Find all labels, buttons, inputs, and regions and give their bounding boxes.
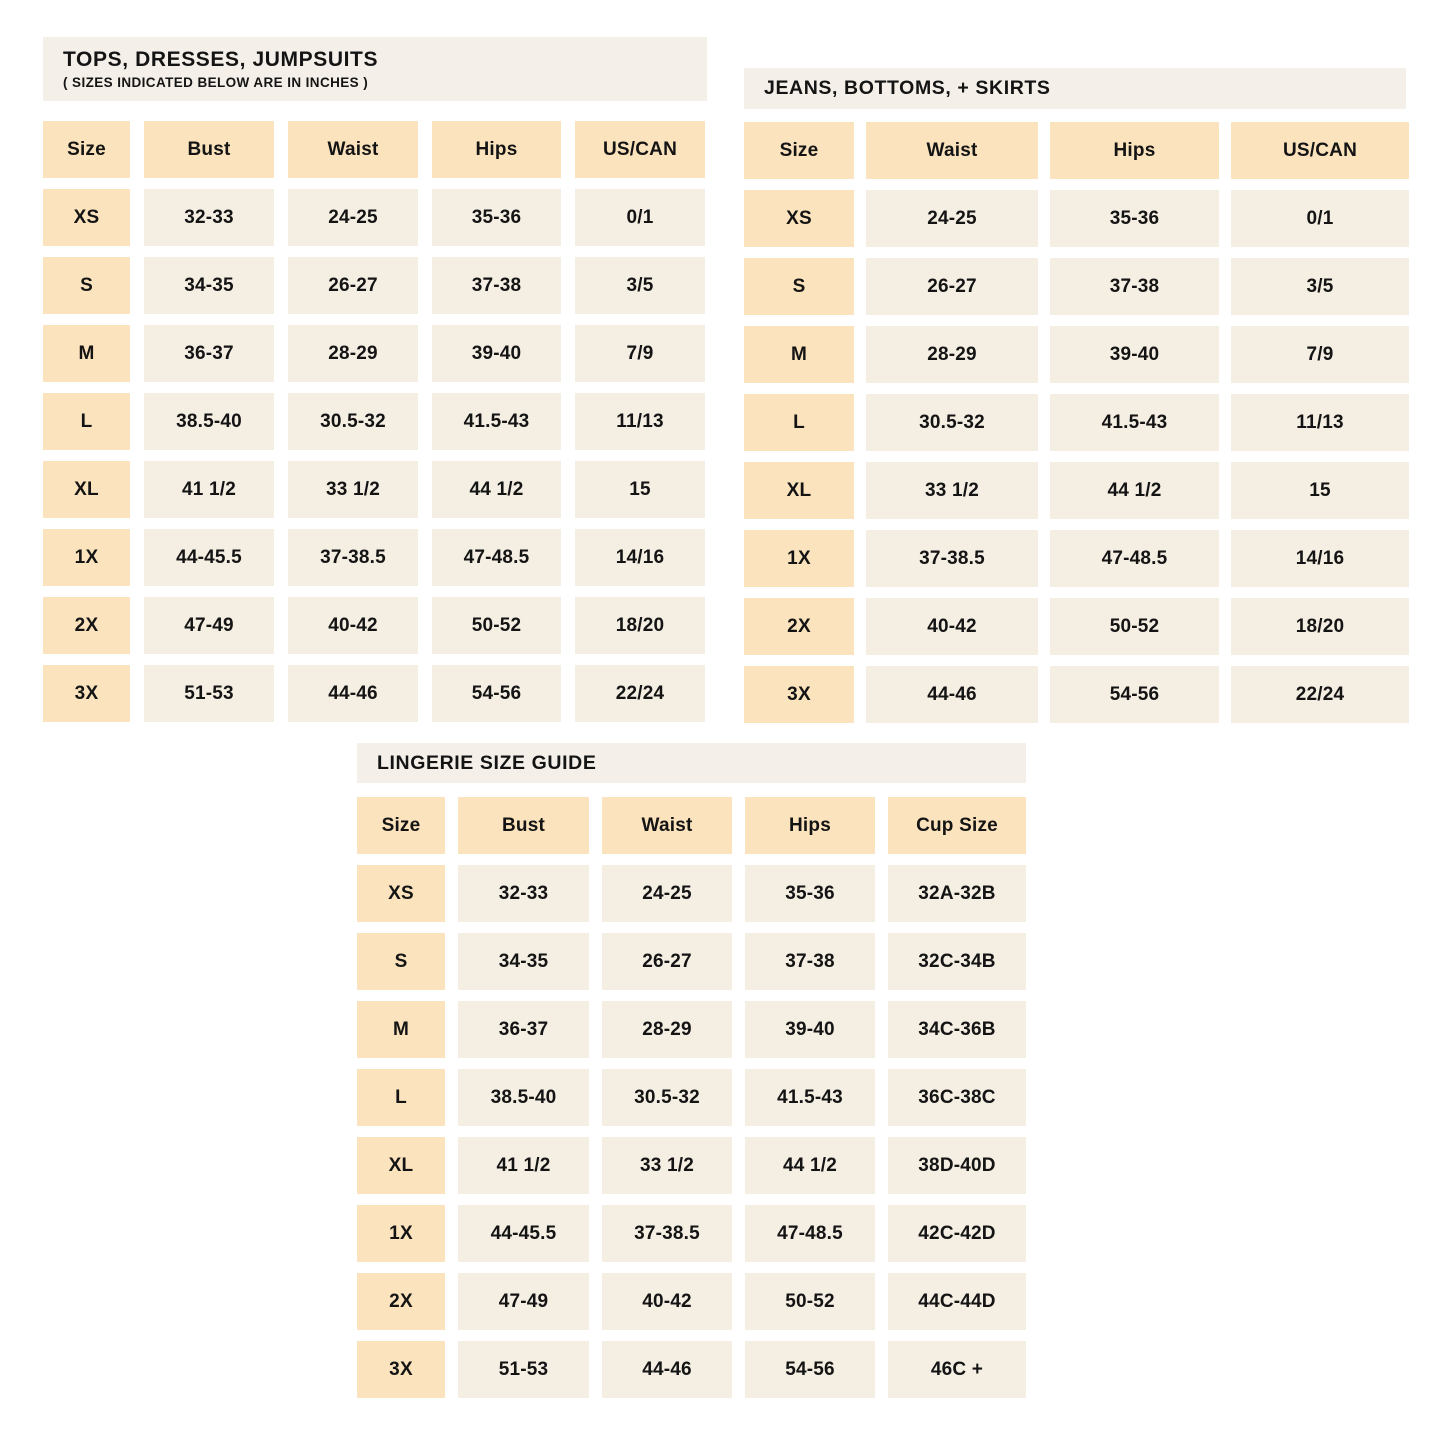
- column-header-hips: Hips: [1050, 122, 1219, 179]
- value-cell: 37-38.5: [866, 530, 1038, 587]
- size-label-cell: L: [744, 394, 854, 451]
- size-label-cell: 3X: [43, 665, 130, 722]
- value-cell: 41.5-43: [432, 393, 561, 450]
- value-cell: 3/5: [575, 257, 705, 314]
- value-cell: 28-29: [866, 326, 1038, 383]
- value-cell: 36-37: [458, 1001, 589, 1058]
- size-label-cell: L: [357, 1069, 445, 1126]
- value-cell: 35-36: [745, 865, 875, 922]
- value-cell: 26-27: [866, 258, 1038, 315]
- value-cell: 44-46: [866, 666, 1038, 723]
- size-grid: [43, 121, 707, 722]
- value-cell: 54-56: [745, 1341, 875, 1398]
- value-cell: 22/24: [575, 665, 705, 722]
- size-label-cell: 2X: [744, 598, 854, 655]
- value-cell: 26-27: [288, 257, 418, 314]
- value-cell: 36-37: [144, 325, 274, 382]
- size-label-cell: XS: [43, 189, 130, 246]
- value-cell: 18/20: [575, 597, 705, 654]
- value-cell: 51-53: [458, 1341, 589, 1398]
- value-cell: 33 1/2: [602, 1137, 732, 1194]
- table-lingerie-size-guide: [357, 743, 1026, 1398]
- size-label-cell: 3X: [744, 666, 854, 723]
- column-header-waist: Waist: [866, 122, 1038, 179]
- size-label-cell: XS: [357, 865, 445, 922]
- value-cell: 30.5-32: [866, 394, 1038, 451]
- table-title-band: [357, 743, 1026, 783]
- value-cell: 34-35: [144, 257, 274, 314]
- table-title: JEANS, BOTTOMS, + SKIRTS: [764, 77, 1051, 100]
- value-cell: 44-46: [288, 665, 418, 722]
- size-label-cell: XS: [744, 190, 854, 247]
- column-header-bust: Bust: [144, 121, 274, 178]
- value-cell: 47-48.5: [432, 529, 561, 586]
- value-cell: 54-56: [1050, 666, 1219, 723]
- column-header-hips: Hips: [745, 797, 875, 854]
- value-cell: 50-52: [1050, 598, 1219, 655]
- value-cell: 44-46: [602, 1341, 732, 1398]
- value-cell: 32-33: [144, 189, 274, 246]
- column-header-size: Size: [744, 122, 854, 179]
- size-label-cell: 1X: [744, 530, 854, 587]
- value-cell: 44 1/2: [745, 1137, 875, 1194]
- value-cell: 47-49: [144, 597, 274, 654]
- value-cell: 28-29: [288, 325, 418, 382]
- value-cell: 40-42: [866, 598, 1038, 655]
- column-header-hips: Hips: [432, 121, 561, 178]
- size-label-cell: 2X: [357, 1273, 445, 1330]
- value-cell: 26-27: [602, 933, 732, 990]
- size-label-cell: S: [43, 257, 130, 314]
- column-header-bust: Bust: [458, 797, 589, 854]
- value-cell: 38.5-40: [144, 393, 274, 450]
- size-label-cell: S: [357, 933, 445, 990]
- size-label-cell: XL: [744, 462, 854, 519]
- value-cell: 41.5-43: [745, 1069, 875, 1126]
- value-cell: 15: [1231, 462, 1409, 519]
- size-label-cell: L: [43, 393, 130, 450]
- size-label-cell: 2X: [43, 597, 130, 654]
- value-cell: 22/24: [1231, 666, 1409, 723]
- value-cell: 44-45.5: [144, 529, 274, 586]
- value-cell: 50-52: [745, 1273, 875, 1330]
- table-jeans-bottoms-skirts: [744, 68, 1406, 723]
- value-cell: 28-29: [602, 1001, 732, 1058]
- value-cell: 24-25: [866, 190, 1038, 247]
- column-header-cup-size: Cup Size: [888, 797, 1026, 854]
- value-cell: 3/5: [1231, 258, 1409, 315]
- value-cell: 40-42: [288, 597, 418, 654]
- value-cell: 39-40: [432, 325, 561, 382]
- value-cell: 37-38: [432, 257, 561, 314]
- value-cell: 39-40: [1050, 326, 1219, 383]
- column-header-size: Size: [357, 797, 445, 854]
- value-cell: 46C +: [888, 1341, 1026, 1398]
- value-cell: 47-49: [458, 1273, 589, 1330]
- size-label-cell: XL: [43, 461, 130, 518]
- value-cell: 42C-42D: [888, 1205, 1026, 1262]
- size-label-cell: XL: [357, 1137, 445, 1194]
- value-cell: 41.5-43: [1050, 394, 1219, 451]
- value-cell: 39-40: [745, 1001, 875, 1058]
- column-header-size: Size: [43, 121, 130, 178]
- value-cell: 30.5-32: [288, 393, 418, 450]
- column-header-us-can: US/CAN: [575, 121, 705, 178]
- value-cell: 44C-44D: [888, 1273, 1026, 1330]
- table-title: TOPS, DRESSES, JUMPSUITS: [63, 47, 379, 71]
- value-cell: 37-38: [745, 933, 875, 990]
- value-cell: 36C-38C: [888, 1069, 1026, 1126]
- value-cell: 44-45.5: [458, 1205, 589, 1262]
- column-header-us-can: US/CAN: [1231, 122, 1409, 179]
- size-grid: [357, 797, 1026, 1398]
- value-cell: 30.5-32: [602, 1069, 732, 1126]
- size-label-cell: M: [357, 1001, 445, 1058]
- size-label-cell: 1X: [357, 1205, 445, 1262]
- table-tops-dresses-jumpsuits: [43, 37, 707, 722]
- value-cell: 14/16: [575, 529, 705, 586]
- value-cell: 32A-32B: [888, 865, 1026, 922]
- size-label-cell: M: [744, 326, 854, 383]
- value-cell: 38D-40D: [888, 1137, 1026, 1194]
- value-cell: 41 1/2: [144, 461, 274, 518]
- value-cell: 51-53: [144, 665, 274, 722]
- value-cell: 44 1/2: [1050, 462, 1219, 519]
- value-cell: 32-33: [458, 865, 589, 922]
- value-cell: 18/20: [1231, 598, 1409, 655]
- table-title-band: [744, 68, 1406, 109]
- size-grid: [744, 122, 1406, 723]
- value-cell: 34-35: [458, 933, 589, 990]
- value-cell: 47-48.5: [745, 1205, 875, 1262]
- value-cell: 15: [575, 461, 705, 518]
- value-cell: 33 1/2: [288, 461, 418, 518]
- value-cell: 37-38: [1050, 258, 1219, 315]
- value-cell: 7/9: [575, 325, 705, 382]
- column-header-waist: Waist: [288, 121, 418, 178]
- size-label-cell: M: [43, 325, 130, 382]
- value-cell: 50-52: [432, 597, 561, 654]
- value-cell: 37-38.5: [602, 1205, 732, 1262]
- size-label-cell: 3X: [357, 1341, 445, 1398]
- value-cell: 33 1/2: [866, 462, 1038, 519]
- value-cell: 24-25: [602, 865, 732, 922]
- value-cell: 7/9: [1231, 326, 1409, 383]
- value-cell: 54-56: [432, 665, 561, 722]
- value-cell: 40-42: [602, 1273, 732, 1330]
- value-cell: 24-25: [288, 189, 418, 246]
- table-title-band: [43, 37, 707, 101]
- value-cell: 37-38.5: [288, 529, 418, 586]
- value-cell: 32C-34B: [888, 933, 1026, 990]
- size-label-cell: 1X: [43, 529, 130, 586]
- value-cell: 47-48.5: [1050, 530, 1219, 587]
- column-header-waist: Waist: [602, 797, 732, 854]
- value-cell: 0/1: [1231, 190, 1409, 247]
- value-cell: 35-36: [432, 189, 561, 246]
- value-cell: 14/16: [1231, 530, 1409, 587]
- size-label-cell: S: [744, 258, 854, 315]
- table-title: LINGERIE SIZE GUIDE: [377, 751, 597, 774]
- table-subtitle: ( SIZES INDICATED BELOW ARE IN INCHES ): [63, 75, 369, 91]
- value-cell: 0/1: [575, 189, 705, 246]
- value-cell: 11/13: [1231, 394, 1409, 451]
- value-cell: 11/13: [575, 393, 705, 450]
- value-cell: 41 1/2: [458, 1137, 589, 1194]
- value-cell: 35-36: [1050, 190, 1219, 247]
- value-cell: 34C-36B: [888, 1001, 1026, 1058]
- value-cell: 44 1/2: [432, 461, 561, 518]
- value-cell: 38.5-40: [458, 1069, 589, 1126]
